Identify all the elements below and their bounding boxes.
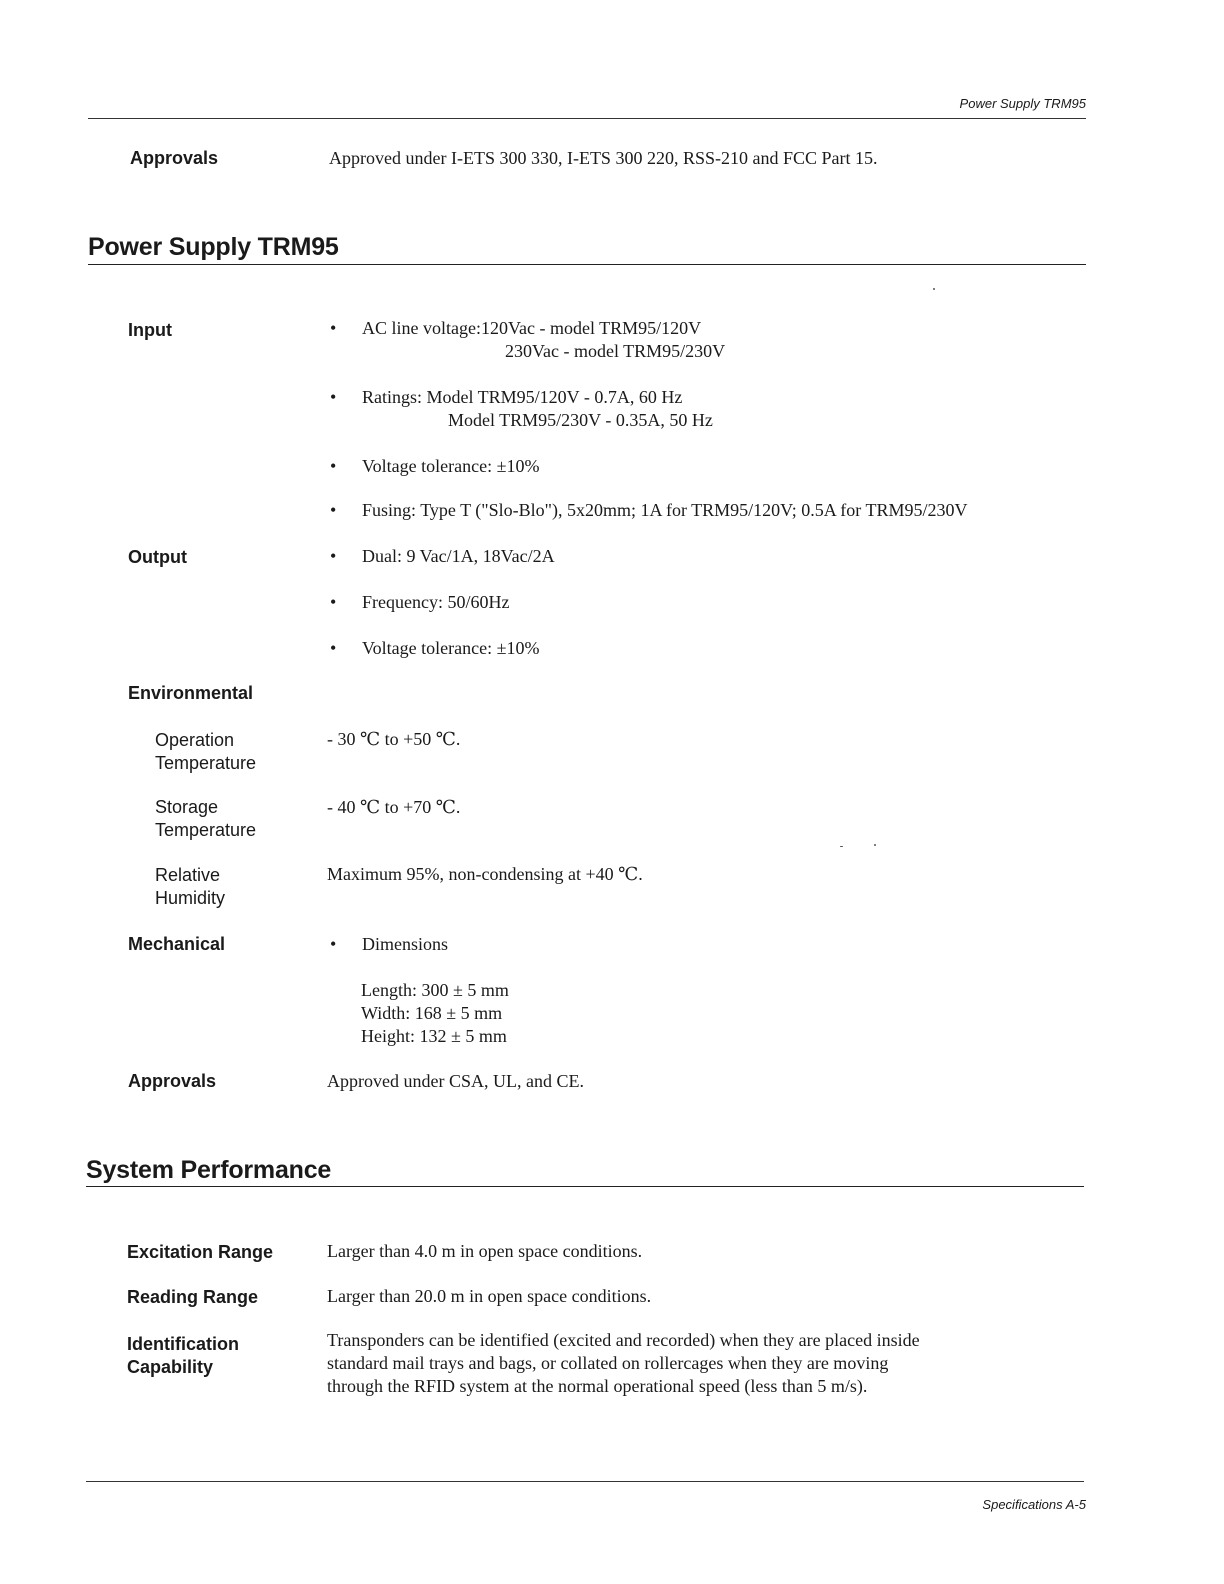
identification-value-line-2: standard mail trays and bags, or collated on rollercages when they are moving xyxy=(327,1353,889,1373)
footer-rule xyxy=(86,1481,1084,1482)
mechanical-label: Mechanical xyxy=(128,934,226,954)
operation-temperature-value: - 30 ℃ to +50 ℃. xyxy=(327,729,461,749)
storage-temperature-label xyxy=(155,796,256,842)
identification-capability-label xyxy=(127,1333,239,1379)
dual-output-item: • Dual: 9 Vac/1A, 18Vac/2A xyxy=(362,545,555,568)
header-rule xyxy=(88,118,1086,119)
storage-label-line-1: Storage xyxy=(155,797,219,817)
ratings-item: • Ratings: Model TRM95/120V - 0.7A, 60 Hz xyxy=(362,386,682,409)
operation-label-line-2: Temperature xyxy=(155,753,257,773)
identification-label-line-1: Identification xyxy=(127,1334,239,1354)
power-supply-approvals-value: Approved under CSA, UL, and CE. xyxy=(327,1071,584,1091)
dimensions-item: • Dimensions xyxy=(362,933,448,956)
dimension-length: Length: 300 ± 5 mm xyxy=(361,980,509,1000)
identification-capability-value xyxy=(327,1329,920,1398)
storage-label-line-2: Temperature xyxy=(155,820,257,840)
ac-line-voltage-230: 230Vac - model TRM95/230V xyxy=(505,341,726,361)
output-label: Output xyxy=(128,547,187,567)
identification-label-line-2: Capability xyxy=(127,1357,214,1377)
humidity-label-line-1: Relative xyxy=(155,865,221,885)
scan-speck xyxy=(933,288,935,290)
relative-humidity-label xyxy=(155,864,225,910)
fusing-item: • Fusing: Type T ("Slo-Blo"), 5x20mm; 1A for TRM95/120V; 0.5A for TRM95/230V xyxy=(362,499,967,522)
section-title-system-performance: System Performance xyxy=(86,1156,332,1184)
output-voltage-tolerance-item: • Voltage tolerance: ±10% xyxy=(362,637,540,660)
environmental-label: Environmental xyxy=(128,683,254,703)
scan-speck xyxy=(840,846,843,847)
reading-range-value: Larger than 20.0 m in open space conditions. xyxy=(327,1286,652,1306)
operation-label-line-1: Operation xyxy=(155,730,235,750)
identification-value-line-3: through the RFID system at the normal operational speed (less than 5 m/s). xyxy=(327,1376,868,1396)
ratings-230: Model TRM95/230V - 0.35A, 50 Hz xyxy=(448,410,713,430)
power-supply-approvals-label: Approvals xyxy=(128,1071,217,1091)
top-approvals-value: Approved under I-ETS 300 330, I-ETS 300 220, RSS-210 and FCC Part 15. xyxy=(329,148,878,168)
humidity-label-line-2: Humidity xyxy=(155,888,226,908)
reading-range-label: Reading Range xyxy=(127,1287,259,1307)
ac-line-voltage-item: • AC line voltage:120Vac - model TRM95/120V xyxy=(362,317,701,340)
section-rule-power-supply xyxy=(88,264,1086,265)
frequency-item: • Frequency: 50/60Hz xyxy=(362,591,509,614)
identification-value-line-1: Transponders can be identified (excited and recorded) when they are placed inside xyxy=(327,1330,920,1350)
top-approvals-label: Approvals xyxy=(130,148,219,168)
dimension-height: Height: 132 ± 5 mm xyxy=(361,1026,507,1046)
section-rule-system-performance xyxy=(86,1186,1084,1187)
section-title-power-supply: Power Supply TRM95 xyxy=(88,233,339,261)
running-header: Power Supply TRM95 xyxy=(959,96,1086,111)
excitation-range-label: Excitation Range xyxy=(127,1242,274,1262)
dimension-width: Width: 168 ± 5 mm xyxy=(361,1003,503,1023)
storage-temperature-value: - 40 ℃ to +70 ℃. xyxy=(327,797,461,817)
input-voltage-tolerance-item: • Voltage tolerance: ±10% xyxy=(362,455,540,478)
relative-humidity-value: Maximum 95%, non-condensing at +40 ℃. xyxy=(327,864,643,884)
input-label: Input xyxy=(128,320,172,340)
excitation-range-value: Larger than 4.0 m in open space conditions. xyxy=(327,1241,643,1261)
footer-page-label: Specifications A-5 xyxy=(982,1497,1086,1512)
scan-speck xyxy=(874,844,876,846)
operation-temperature-label xyxy=(155,729,256,775)
